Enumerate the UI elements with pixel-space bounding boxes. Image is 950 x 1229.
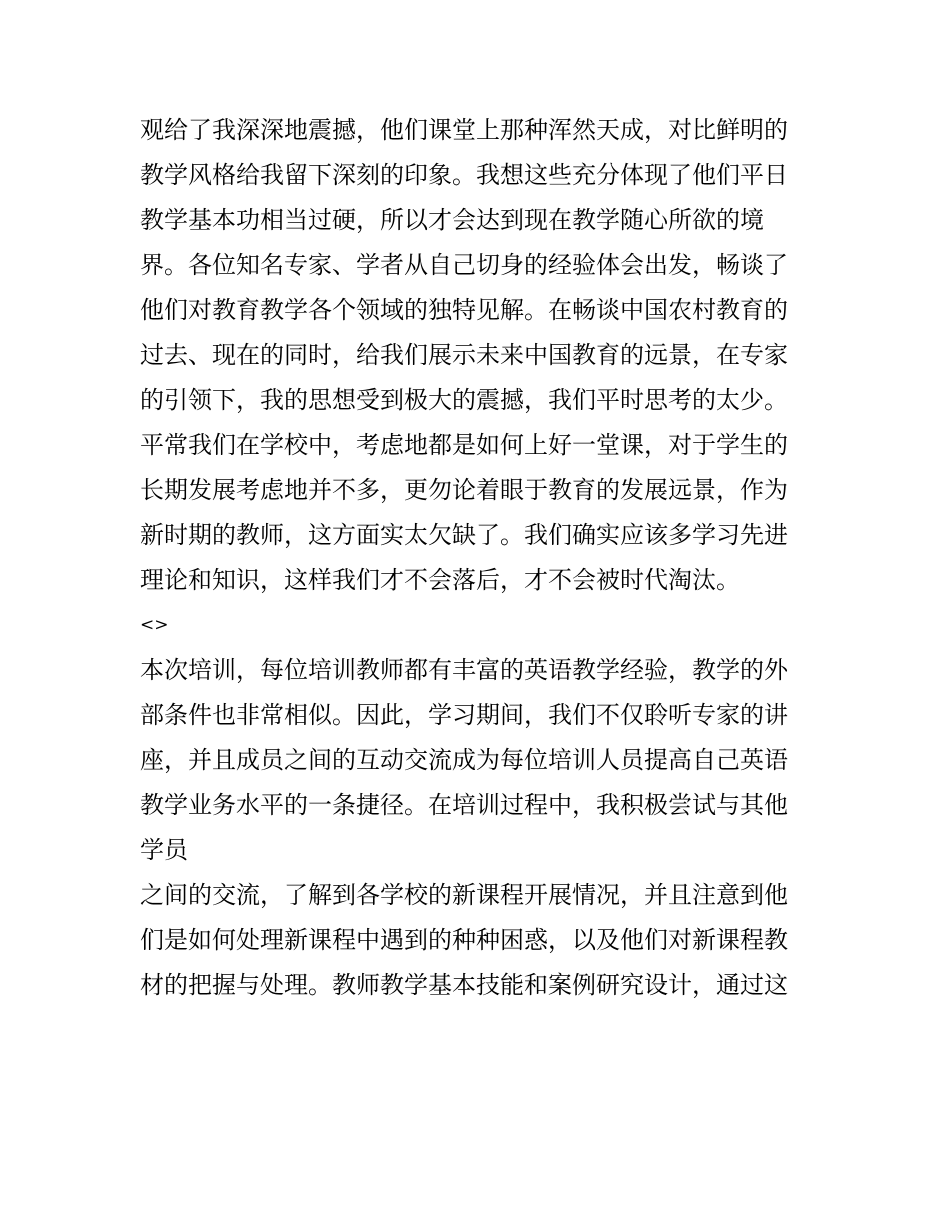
text-line: 平常我们在学校中，考虑地都是如何上好一堂课，对于学生的 [140,431,788,459]
text-line: 教学业务水平的一条捷径。在培训过程中，我积极尝试与其他 [140,791,788,819]
text-line: 之间的交流，了解到各学校的新课程开展情况，并且注意到他 [140,881,788,909]
text-line: 座，并且成员之间的互动交流成为每位培训人员提高自己英语 [140,746,788,774]
text-line: 们是如何处理新课程中遇到的种种困惑，以及他们对新课程教 [140,926,788,954]
text-line: 本次培训，每位培训教师都有丰富的英语教学经验，教学的外 [140,656,788,684]
section-marker: <> [140,615,169,635]
document-body [140,108,820,1008]
text-line: 过去、现在的同时，给我们展示未来中国教育的远景，在专家 [140,341,788,369]
text-line: 材的把握与处理。教师教学基本技能和案例研究设计，通过这 [140,971,788,999]
text-line: 长期发展考虑地并不多，更勿论着眼于教育的发展远景，作为 [140,476,788,504]
text-line: 部条件也非常相似。因此，学习期间，我们不仅聆听专家的讲 [140,701,788,729]
text-line: 观给了我深深地震撼，他们课堂上那种浑然天成，对比鲜明的 [140,116,788,144]
text-line: 界。各位知名专家、学者从自己切身的经验体会出发，畅谈了 [140,251,788,279]
text-line: 理论和知识，这样我们才不会落后，才不会被时代淘汰。 [140,566,740,594]
text-line: 他们对教育教学各个领域的独特见解。在畅谈中国农村教育的 [140,296,788,324]
text-line: 的引领下，我的思想受到极大的震撼，我们平时思考的太少。 [140,386,788,414]
text-line: 新时期的教师，这方面实太欠缺了。我们确实应该多学习先进 [140,521,788,549]
text-line: 学员 [140,836,188,864]
text-line: 教学基本功相当过硬，所以才会达到现在教学随心所欲的境 [140,206,764,234]
text-line: 教学风格给我留下深刻的印象。我想这些充分体现了他们平日 [140,161,788,189]
